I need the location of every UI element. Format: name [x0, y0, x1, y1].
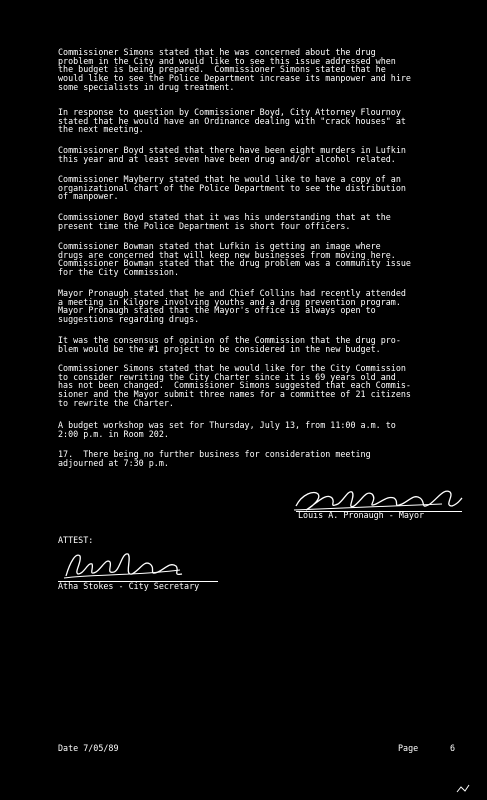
paragraph-short-officers: Commissioner Boyd stated that it was his understanding that at the present time the Police Department is short four officers. [58, 212, 391, 231]
paragraph-image: Commissioner Bowman stated that Lufkin is getting an image where drugs are concerned that will keep new businesses from moving here. Commissioner Bowman stated that the drug problem was a community issue for the City Commission. [58, 241, 411, 278]
paragraph-org-chart: Commissioner Mayberry stated that he would like to have a copy of an organizational chart of the Police Department to see the distribution of manpower. [58, 174, 406, 202]
paragraph-consensus: It was the consensus of opinion of the Commission that the drug pro- blem would be the #1 project to be considered in the new budget. [58, 335, 401, 354]
paragraph-kilgore-meeting: Mayor Pronaugh stated that he and Chief Collins had recently attended a meeting in Kilgore involving youths and a drug prevention program. Mayor Pronaugh stated that the Mayor's office is always open to suggestions regarding drugs. [58, 288, 406, 325]
footer-page-number: 6 [450, 743, 456, 753]
paragraph-murders: Commissioner Boyd stated that there have been eight murders in Lufkin this year and at least seven have been drug and/or alcohol related. [58, 145, 406, 164]
mayor-name: Louis A. Pronaugh - Mayor [298, 510, 425, 520]
secretary-name: Atha Stokes - City Secretary [58, 581, 200, 591]
secretary-signature-image [62, 548, 186, 582]
attest-label: ATTEST: [58, 535, 94, 545]
footer-date: Date 7/05/89 [58, 743, 119, 753]
paragraph-budget-workshop: A budget workshop was set for Thursday, July 13, from 11:00 a.m. to 2:00 p.m. in Room 202. [58, 420, 396, 439]
paragraph-crack-houses: In response to question by Commissioner Boyd, City Attorney Flournoy stated that he would have an Ordinance dealing with "crack houses" at the next meeting. [58, 107, 406, 135]
paragraph-drug-problem: Commissioner Simons stated that he was concerned about the drug problem in the City and would like to see this issue addressed when the budget is being prepared. Commissioner Simons stated that he would like to see the Police Department increase its manpower and hire some specialists in drug treatment. [58, 47, 411, 92]
footer-page-label: Page [398, 743, 419, 753]
scan-artifact [456, 784, 470, 794]
paragraph-adjourned: 17. There being no further business for consideration meeting adjourned at 7:30 p.m. [58, 449, 371, 468]
paragraph-city-charter: Commissioner Simons stated that he would like for the City Commission to consider rewriting the City Charter since it is 69 years old and has not been changed. Commissioner Simons suggested that each Commis- sioner and the Mayor submit three names for a committee of 21 citizens to rewrite the Charter. [58, 363, 411, 408]
